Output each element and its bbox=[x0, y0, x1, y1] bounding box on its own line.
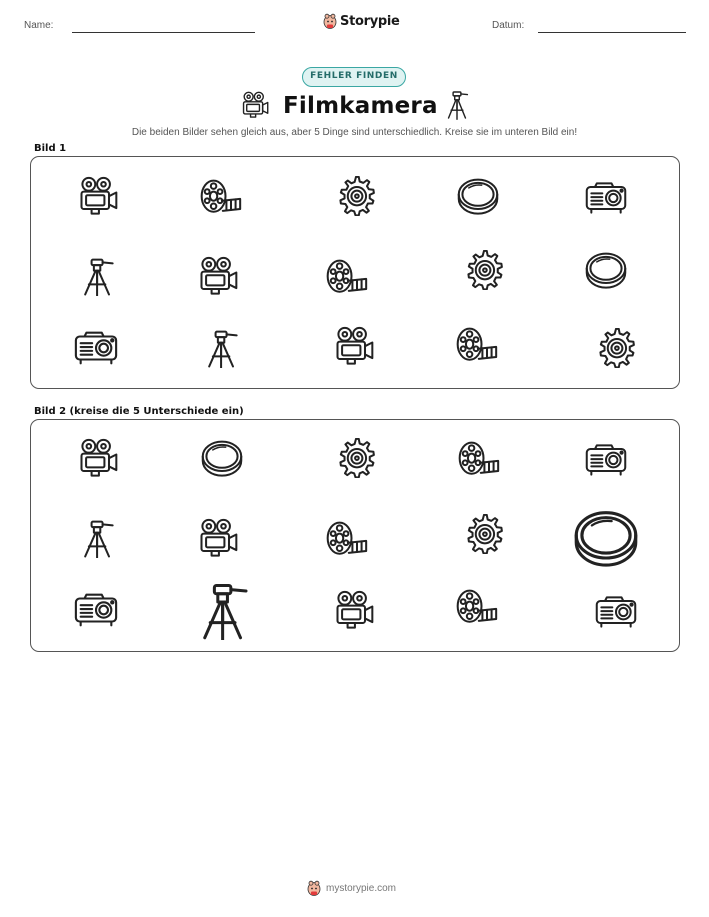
film-reel-icon[interactable] bbox=[198, 176, 242, 216]
camera-icon[interactable] bbox=[196, 256, 240, 296]
footer bbox=[307, 880, 396, 896]
gear-icon[interactable] bbox=[594, 328, 638, 368]
projector-icon[interactable] bbox=[584, 438, 628, 478]
camera-icon[interactable] bbox=[332, 590, 376, 630]
tripod-icon bbox=[444, 89, 470, 121]
lens-filter-icon[interactable] bbox=[584, 250, 628, 290]
film-reel-icon[interactable] bbox=[456, 438, 500, 478]
instructions: Die beiden Bilder sehen gleich aus, aber 5 Dinge sind unterschiedlich. Kreise sie im unteren Bild ein! bbox=[131, 127, 578, 138]
date-label: Datum: bbox=[492, 20, 525, 31]
projector-icon[interactable] bbox=[73, 325, 119, 367]
projector-icon[interactable] bbox=[594, 590, 638, 630]
mascot-icon bbox=[307, 880, 321, 896]
page-title: Filmkamera bbox=[283, 93, 438, 119]
gear-icon[interactable] bbox=[462, 514, 506, 554]
picture-1-label: Bild 1 bbox=[34, 143, 67, 154]
brand-name: Storypie bbox=[340, 13, 400, 29]
brand-logo bbox=[323, 13, 400, 29]
tripod-icon[interactable] bbox=[76, 256, 120, 296]
film-reel-icon[interactable] bbox=[454, 324, 498, 364]
picture-2-label: Bild 2 (kreise die 5 Unterschiede ein) bbox=[34, 406, 244, 417]
camera-icon[interactable] bbox=[76, 438, 120, 478]
gear-icon[interactable] bbox=[334, 438, 378, 478]
camera-icon[interactable] bbox=[332, 326, 376, 366]
site-url: mystorypie.com bbox=[326, 882, 397, 894]
date-line[interactable] bbox=[538, 32, 686, 33]
camera-icon bbox=[239, 91, 271, 119]
camera-icon[interactable] bbox=[196, 518, 240, 558]
mascot-icon bbox=[323, 13, 337, 29]
lens-filter-icon[interactable] bbox=[200, 438, 244, 478]
tripod-icon[interactable] bbox=[76, 518, 120, 558]
projector-icon[interactable] bbox=[584, 176, 628, 216]
tripod-icon[interactable] bbox=[200, 328, 244, 368]
name-line[interactable] bbox=[72, 32, 255, 33]
lens-filter-icon[interactable] bbox=[456, 176, 500, 216]
gear-icon[interactable] bbox=[334, 176, 378, 216]
camera-icon[interactable] bbox=[76, 176, 120, 216]
activity-badge: FEHLER FINDEN bbox=[302, 67, 406, 87]
gear-icon[interactable] bbox=[462, 250, 506, 290]
tripod-icon[interactable] bbox=[191, 580, 257, 641]
film-reel-icon[interactable] bbox=[324, 256, 368, 296]
lens-filter-icon[interactable] bbox=[572, 507, 640, 569]
projector-icon[interactable] bbox=[73, 587, 119, 629]
film-reel-icon[interactable] bbox=[324, 518, 368, 558]
film-reel-icon[interactable] bbox=[454, 586, 498, 626]
name-label: Name: bbox=[24, 20, 54, 31]
